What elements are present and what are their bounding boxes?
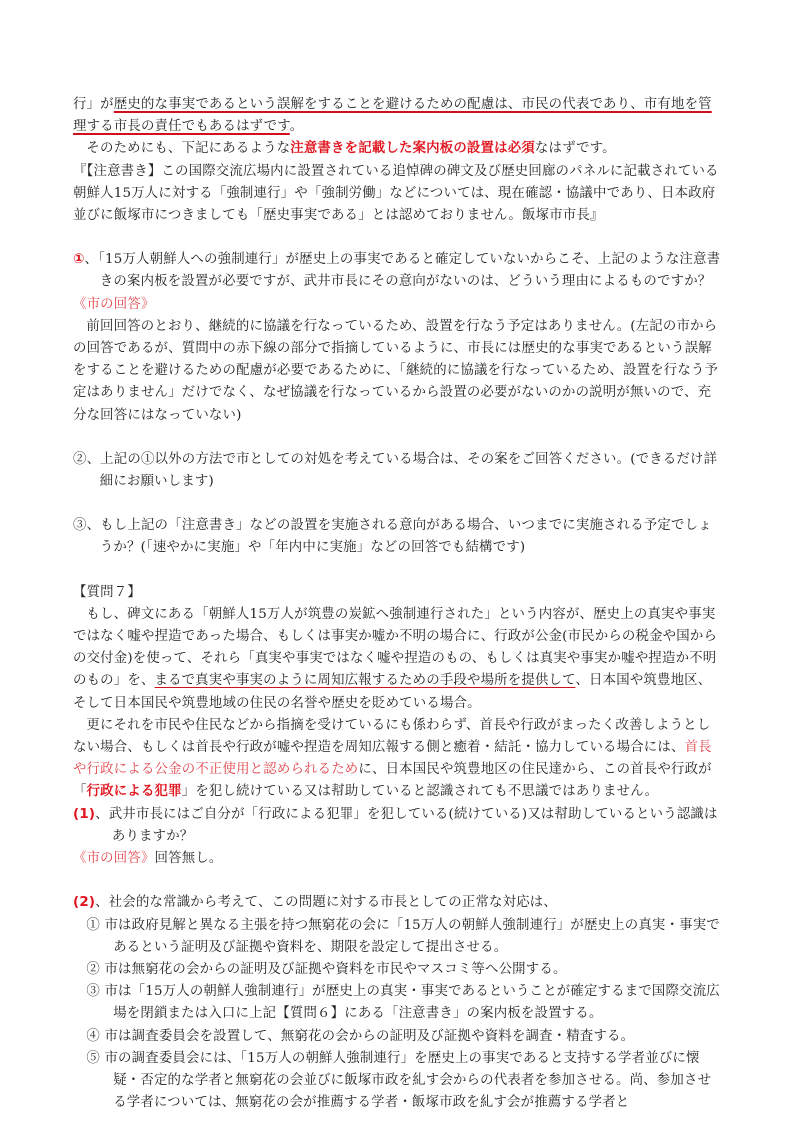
emphasis-text: 注意書きを記載した案内板の設置は必須 <box>290 141 535 157</box>
answer-none: 回答無し。 <box>154 851 223 867</box>
text: に、日本国民や筑豊地区の住民達から、この首長や行政が「 <box>73 762 712 800</box>
list-item <box>86 959 723 981</box>
paragraph-responsibility <box>73 94 723 138</box>
red-underlined-text: 歴史的な事実であるという誤解をすることを避けるための配慮は、市民の代表であり、市有地を管理する市長の責任でもあるはずです <box>73 97 712 135</box>
item-text: 市は調査委員会を設置して、無窮花の会からの証明及び証拠や資料を調査・精査する。 <box>104 1028 635 1044</box>
text: 。 <box>289 119 304 135</box>
red-text: 首長や行政による公金の不正使用と認められるため <box>73 740 712 778</box>
text: 行」が <box>73 97 114 112</box>
question-3: ③、もし上記の「注意書き」などの設置を実施される意向がある場合、いつまでに実施される予定でしょうか？(「速やかに実施」や「年内中に実施」などの回答でも結構です) <box>73 518 712 556</box>
list-item <box>86 1026 723 1048</box>
paragraph-necessity <box>73 138 723 160</box>
sub-question-1 <box>73 804 723 848</box>
item-number: ② <box>86 961 100 977</box>
list-item <box>86 1048 723 1115</box>
answer-1-text: 前回回答のとおり、継続的に協議を行なっているため、設置を行なう予定はありません。(左記の市からの回答であるが、質問中の赤下線の部分で指摘しているように、市長には歴史的な事実であるという誤解をすることを避けるための配慮が必要であるために、「継続的に協議を行なっているため、設置を行なう予定はありません」だけでなく、なぜ協議を行なっているから設置の必要がないのかの説明が無いので、充分な回答にはなっていない) <box>73 318 719 423</box>
item-text: 市は政府見解と異なる主張を持つ無窮花の会に「15万人の朝鮮人強制連行」が歴史上の真実・事実であるという証明及び証拠や資料を、期限を設定して提出させる。 <box>104 917 720 955</box>
sub-question-marker: (2) <box>73 895 96 911</box>
list-item <box>86 915 723 959</box>
question-1 <box>73 249 723 293</box>
item-text: 市は「15万人の朝鮮人強制連行」が歴史上の真実・事実であるということが確定するまで国際交流広場を閉鎖または入口に上記【質問６】にある「注意書き」の案内板を設置する。 <box>104 984 720 1022</box>
question-marker: ① <box>73 252 85 268</box>
text: 更にそれを市民や住民などから指摘を受けているにも係わらず、首長や行政がまったく改善しようとしない場合、もしくは首長や行政が嘘や捏造を周知広報する側と癒着・結託・協力している場合には、 <box>73 717 711 756</box>
item-number: ⑤ <box>86 1050 100 1066</box>
sub-question-text: 、武井市長にはご自分が「行政による犯罪」を犯している(続けている)又は幇助しているという認識はありますか？ <box>95 806 718 844</box>
emphasis-text: 行政による犯罪 <box>86 784 182 800</box>
item-number: ① <box>86 917 100 933</box>
sub-question-text: 、社会的な常識から考えて、この問題に対する市長としての正常な対応は、 <box>95 895 557 911</box>
sub-question-2 <box>73 892 723 914</box>
answer-label: 《市の回答》 <box>73 851 155 867</box>
question-2: ②、上記の①以外の方法で市としての対処を考えている場合は、その案をご回答ください。(できるだけ詳細にお願いします) <box>73 451 718 490</box>
text: なはずです。 <box>534 141 616 157</box>
sub-question-marker: (1) <box>73 806 96 822</box>
question-text: 、「15万人朝鮮人への強制連行」が歴史上の事実であると確定していないからこそ、上記のような注意書きの案内板を設置が必要ですが、武井市長にその意向がないのは、どういう理由によるものですか？ <box>84 252 721 290</box>
answer-label: 《市の回答》 <box>73 296 155 312</box>
item-text: 市の調査委員会には、「15万人の朝鮮人強制連行」を歴史上の事実であると支持する学者並びに懐疑・否定的な学者と無窮花の会並びに飯塚市政を糺す会からの代表者を参加させる。尚、参加させる学者については、無窮花の会が推薦する学者・飯塚市政を糺す会が推薦する学者と <box>104 1050 712 1111</box>
text: もし、碑文にある「朝鮮人15万人が筑豊の炭鉱へ強制連行された」という内容が、歴史上の真実や事実ではなく嘘や捏造であった場合、もしくは事実か嘘か不明の場合に、行政が公金(市民からの税金や国からの交付金)を使って、それら「真実や事実ではなく嘘や捏造のもの、もしくは真実や事実か嘘や捏造か不明のもの」を、 <box>73 606 718 689</box>
list-item <box>86 981 723 1025</box>
text: そのためにも、下記にあるような <box>86 141 291 157</box>
text: 、日本国や筑豊地区、そして日本国民や筑豊地域の住民の名誉や歴史を貶めている場合。 <box>73 673 712 711</box>
red-underlined-text: まるで真実や事実のように周知広報するための手段や場所を提供して <box>154 673 576 689</box>
answer-row <box>73 848 723 870</box>
response-list <box>73 915 723 1115</box>
text: 」を犯し続けている又は幇助していると認識されても不思議ではありません。 <box>181 784 659 800</box>
item-number: ③ <box>86 984 100 1000</box>
section-heading: 【質問７】 <box>73 584 141 600</box>
item-number: ④ <box>86 1028 100 1044</box>
question-7-paragraph-2 <box>73 715 723 804</box>
question-7-paragraph-1 <box>73 604 723 715</box>
item-text: 市は無窮花の会からの証明及び証拠や資料を市民やマスコミ等へ公開する。 <box>104 961 567 977</box>
document-page <box>73 94 723 1114</box>
notice-text: 『【注意書き】この国際交流広場内に設置されている追悼碑の碑文及び歴史回廊のパネルに記載されている朝鮮人15万人に対する「強制連行」や「強制労働」などについては、現在確認・協議中であり、日本政府並びに飯塚市につきましても「歴史事実である」とは認めておりません。飯塚市市長』 <box>73 163 719 224</box>
